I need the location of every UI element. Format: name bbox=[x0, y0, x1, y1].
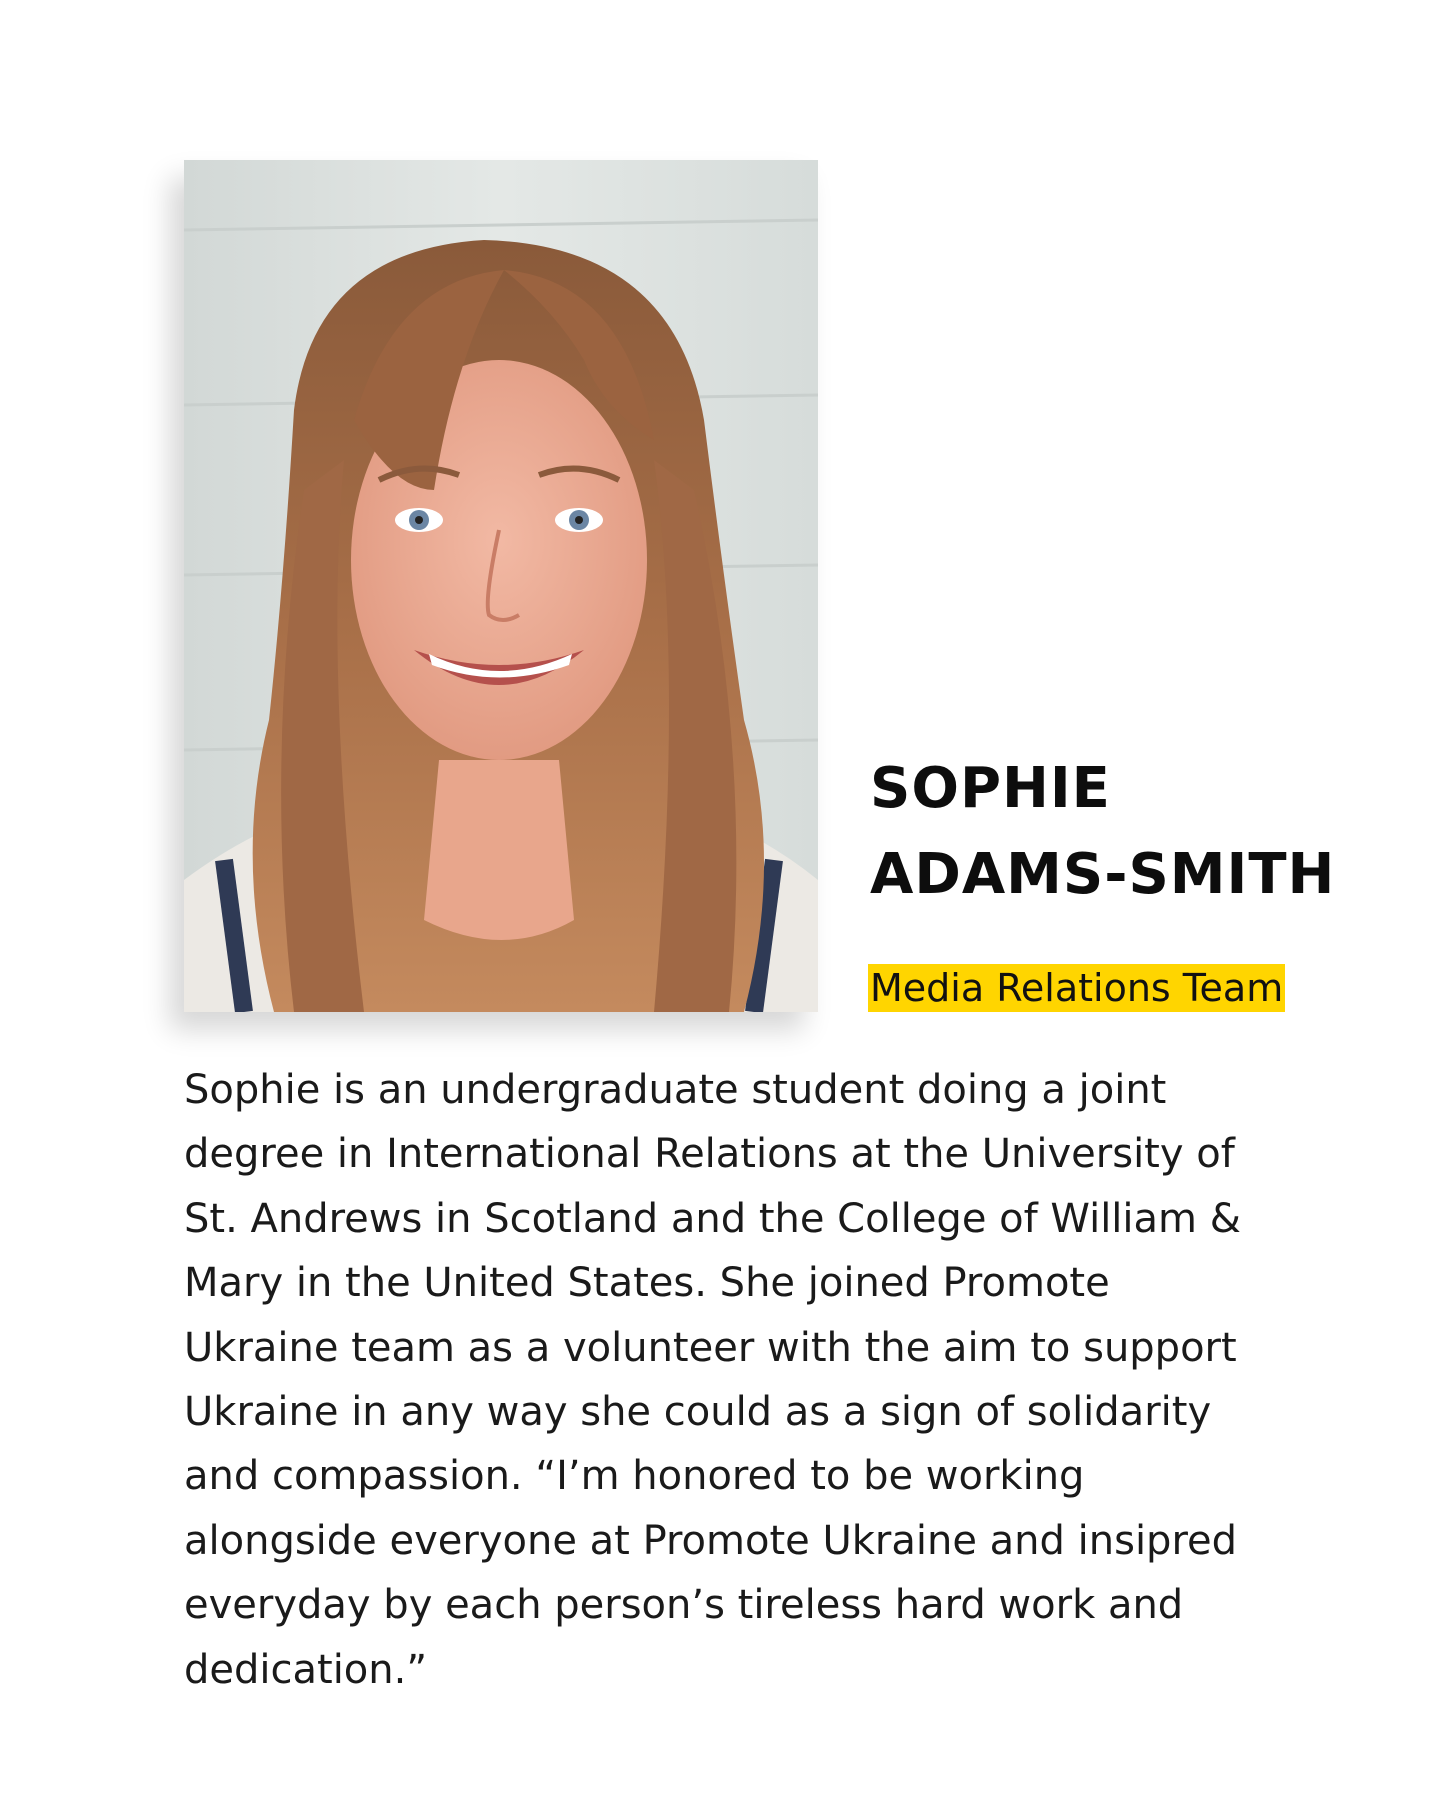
name-first: SOPHIE bbox=[870, 756, 1111, 821]
bio-line: Mary in the United States. She joined Promote bbox=[184, 1260, 1110, 1307]
role-badge: Media Relations Team bbox=[870, 966, 1284, 1010]
bio-line: everyday by each person’s tireless hard work and bbox=[184, 1582, 1184, 1629]
portrait-icon bbox=[184, 160, 818, 1012]
name-last: ADAMS-SMITH bbox=[870, 842, 1336, 907]
profile-photo bbox=[184, 160, 818, 1012]
bio-line: dedication.” bbox=[184, 1646, 428, 1693]
bio-line: alongside everyone at Promote Ukraine and insipred bbox=[184, 1517, 1238, 1564]
bio-line: Ukraine team as a volunteer with the aim to support bbox=[184, 1324, 1237, 1371]
bio-line: Ukraine in any way she could as a sign of solidarity bbox=[184, 1389, 1212, 1436]
bio-text bbox=[184, 1058, 1356, 1702]
bio-line: degree in International Relations at the University of bbox=[184, 1131, 1235, 1178]
bio-line: Sophie is an undergraduate student doing a joint bbox=[184, 1067, 1167, 1113]
bio-line: St. Andrews in Scotland and the College of William & bbox=[184, 1195, 1241, 1242]
person-name bbox=[870, 746, 1390, 918]
bio-line: and compassion. “I’m honored to be working bbox=[184, 1453, 1085, 1500]
